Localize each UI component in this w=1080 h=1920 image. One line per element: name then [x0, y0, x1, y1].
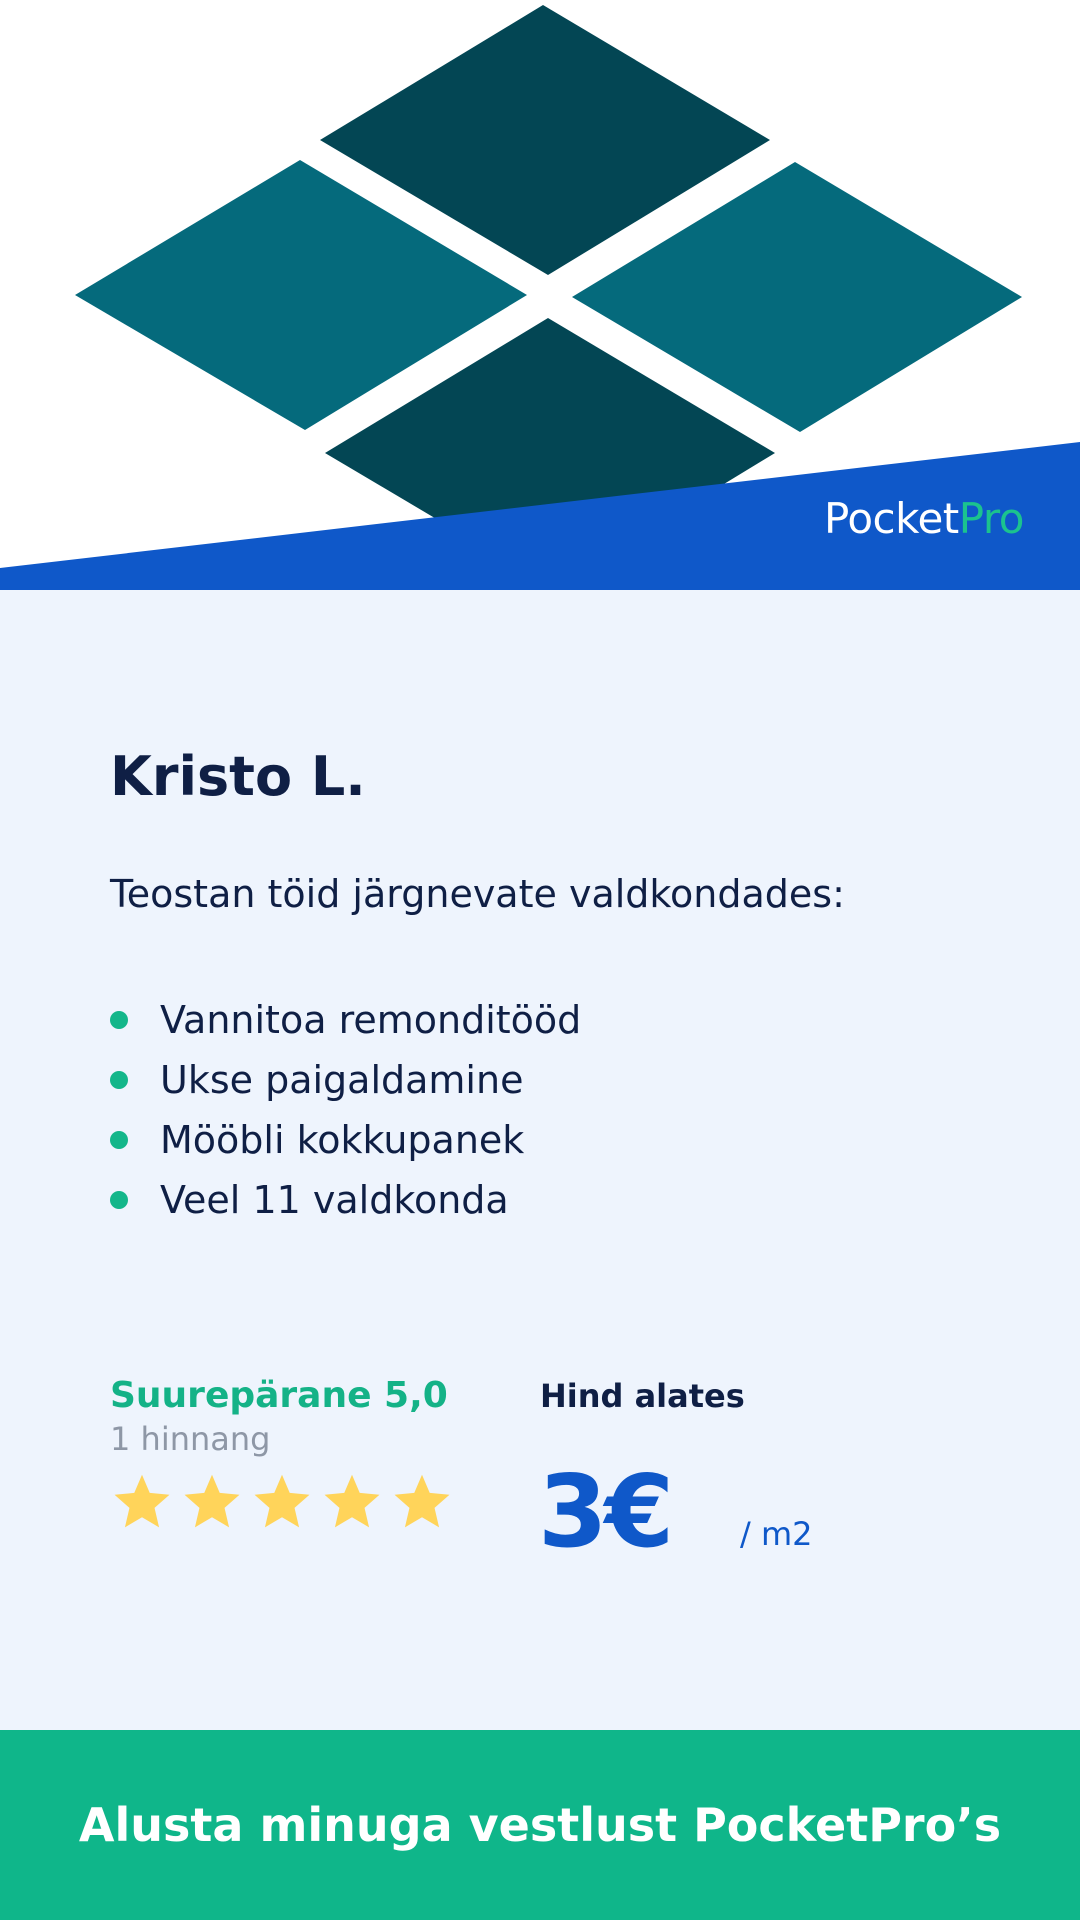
star-rating: [110, 1470, 454, 1536]
service-item: [110, 1050, 581, 1110]
logo-text-pro: Pro: [958, 494, 1024, 543]
star-icon: [110, 1470, 174, 1534]
bullet-dot-icon: [110, 1011, 128, 1029]
service-label: Veel 11 valdkonda: [160, 1178, 509, 1222]
service-item: [110, 990, 581, 1050]
service-label: Mööbli kokkupanek: [160, 1118, 525, 1162]
service-item: [110, 1110, 581, 1170]
rating-count: 1 hinnang: [110, 1420, 271, 1458]
start-chat-label: Alusta minuga vestlust PocketPro’s: [78, 1798, 1002, 1852]
service-item: [110, 1170, 581, 1230]
start-chat-button[interactable]: [0, 1730, 1080, 1920]
star-icon: [250, 1470, 314, 1534]
pocketpro-logo: [824, 494, 1024, 543]
star-icon: [320, 1470, 384, 1534]
bullet-dot-icon: [110, 1191, 128, 1209]
star-icon: [180, 1470, 244, 1534]
bullet-dot-icon: [110, 1071, 128, 1089]
hero-banner: [0, 0, 1080, 590]
service-label: Vannitoa remonditööd: [160, 998, 582, 1042]
services-list: [110, 990, 581, 1230]
pro-name: Kristo L.: [110, 745, 366, 808]
logo-text-pocket: Pocket: [824, 494, 959, 543]
service-label: Ukse paigaldamine: [160, 1058, 524, 1102]
bullet-dot-icon: [110, 1131, 128, 1149]
price-label: Hind alates: [540, 1377, 745, 1415]
price-value: 3€: [538, 1453, 672, 1570]
services-intro: Teostan töid järgnevate valdkondades:: [110, 872, 845, 916]
star-icon: [390, 1470, 454, 1534]
price-unit: / m2: [740, 1515, 813, 1553]
rating-label: Suurepärane 5,0: [110, 1375, 448, 1416]
